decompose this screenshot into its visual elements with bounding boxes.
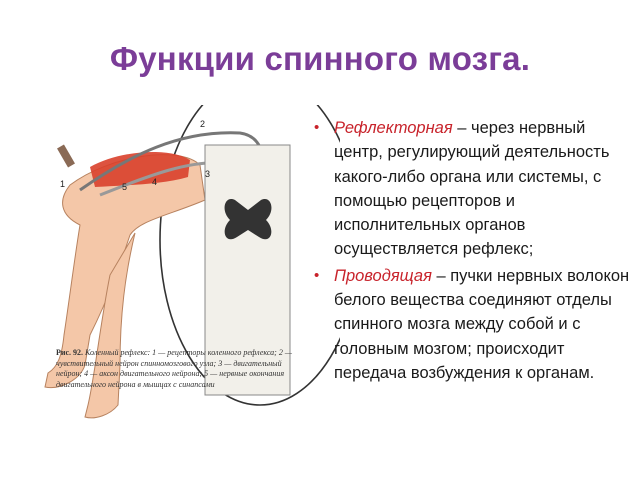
description-reflex: – через нервный центр, регулирующий деятельность какого-либо органа или системы, с помощью рецепторов и исполнительных органов осуществляется рефлекс; [334, 119, 610, 259]
bullet-icon: • [314, 119, 320, 136]
figure-number-4: 4 [152, 177, 158, 187]
term-reflex: Рефлекторная [334, 119, 453, 137]
caption-lead: Рис. 92. [56, 348, 84, 357]
figure-number-2: 2 [200, 119, 206, 129]
term-conduction: Проводящая [334, 266, 432, 285]
slide-title: Функции спинного мозга. [109, 40, 531, 77]
figure-number-5: 5 [122, 182, 128, 192]
bullet-icon: • [314, 266, 320, 284]
reflex-hammer [57, 144, 75, 167]
caption-text: Коленный рефлекс: 1 — рецепторы коленного рефлекса; 2 — чувствительный нейрон спинномозгового узла; 3 — двигательный нейрон; 4 — аксон двигательного нейрона; 5 — нервные окончания двигательного нейрона в мышцах с синапсами [56, 348, 292, 389]
figure-number-1: 1 [60, 179, 66, 189]
function-item-reflex [310, 116, 630, 262]
description-conduction: – пучки нервных волокон белого вещества соединяют отделы спинного мозга между собой и с головным мозгом; происходит передача возбуждения к органам. [334, 266, 630, 382]
figure-caption [56, 348, 306, 390]
functions-list [310, 116, 630, 387]
figure-number-3: 3 [205, 169, 211, 179]
function-item-conduction [310, 264, 630, 385]
